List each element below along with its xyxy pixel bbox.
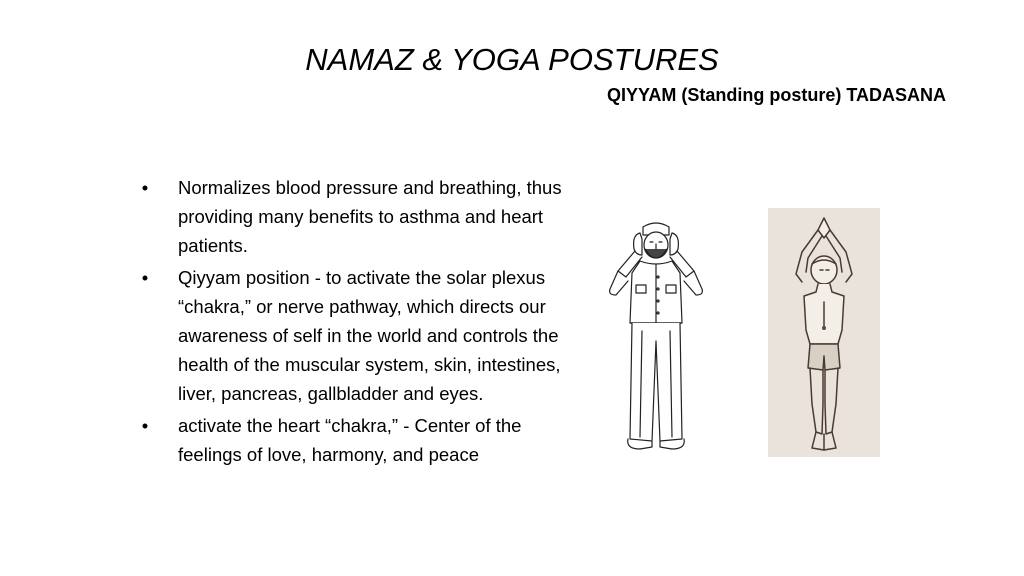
bullet-item [136,173,576,260]
qiyyam-figure-illustration [596,215,716,455]
bullet-item [136,411,576,469]
bullet-dot: • [141,177,149,198]
bullet-item [136,263,576,408]
tadasana-figure-illustration [768,208,880,457]
slide-title: NAMAZ & YOGA POSTURES [305,42,719,77]
bullet-text: activate the heart “chakra,” - Center of the feelings of love, harmony, and peace [178,415,522,465]
bullet-dot: • [141,267,149,288]
bullet-list [136,173,576,472]
bullet-dot: • [141,415,149,436]
bullet-text: Qiyyam position - to activate the solar plexus “chakra,” or nerve pathway, which directs our awareness of self in the world and controls the health of the muscular system, skin, intestines, liver, pancreas, gallbladder and eyes. [178,267,561,404]
bullet-text: Normalizes blood pressure and breathing, thus providing many benefits to asthma and heart patients. [178,177,562,256]
slide-subtitle: QIYYAM (Standing posture) TADASANA [606,85,946,105]
